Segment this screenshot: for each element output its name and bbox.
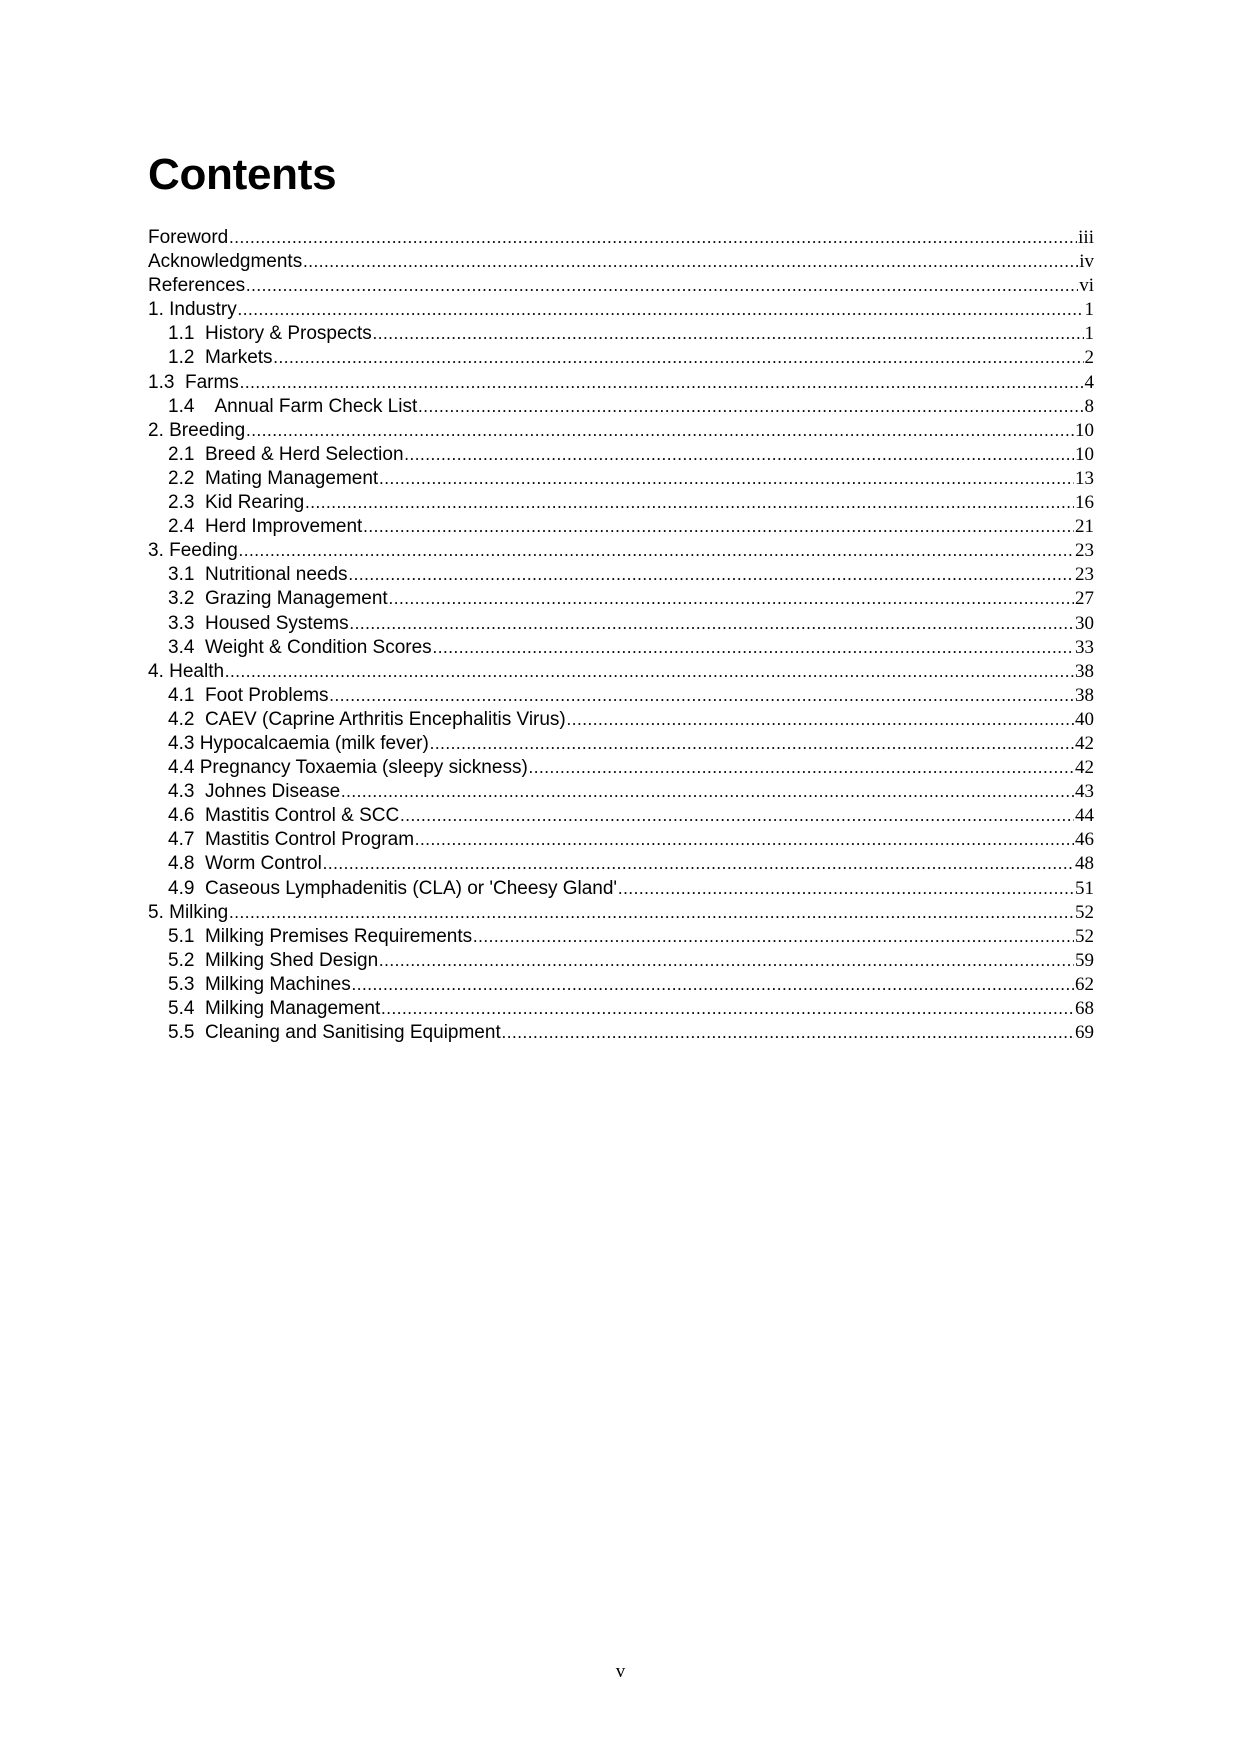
toc-entry-label: Acknowledgments [148, 251, 303, 273]
dot-leader [352, 973, 1074, 997]
toc-entry-label: 5.2 Milking Shed Design [168, 949, 379, 971]
dot-leader [341, 780, 1074, 804]
toc-entry-page-number: 52 [1075, 901, 1094, 923]
toc-entry[interactable] [148, 756, 1094, 780]
toc-entry[interactable] [148, 877, 1094, 901]
toc-entry-label: 4.9 Caseous Lymphadenitis (CLA) or 'Cheesy Gland' [168, 877, 618, 899]
toc-entry-page-number: 51 [1075, 877, 1094, 899]
toc-entry-label: 2.4 Herd Improvement [168, 516, 363, 538]
toc-entry-page-number: 4 [1084, 371, 1094, 393]
toc-entry[interactable] [148, 708, 1094, 732]
dot-leader [363, 515, 1074, 539]
dot-leader [330, 684, 1074, 708]
toc-entry-page-number: 23 [1075, 540, 1094, 562]
toc-entry-label: 4.8 Worm Control [168, 853, 322, 875]
dot-leader [379, 467, 1074, 491]
dot-leader [567, 708, 1074, 732]
toc-entry-label: 1.1 History & Prospects [168, 323, 372, 345]
toc-entry-page-number: 1 [1084, 299, 1094, 321]
toc-entry[interactable] [148, 587, 1094, 611]
toc-entry-page-number: 23 [1075, 564, 1094, 586]
toc-entry-label: 5.4 Milking Management [168, 998, 381, 1019]
dot-leader [274, 346, 1084, 370]
toc-entry[interactable] [148, 539, 1094, 563]
toc-entry-page-number: 30 [1075, 612, 1094, 634]
toc-entry[interactable] [148, 250, 1094, 274]
dot-leader [473, 925, 1074, 949]
dot-leader [303, 250, 1078, 274]
toc-entry[interactable] [148, 828, 1094, 852]
toc-entry[interactable] [148, 852, 1094, 876]
toc-entry-page-number: 68 [1075, 998, 1094, 1019]
toc-entry-label: 1.4 Annual Farm Check List [168, 395, 418, 417]
toc-entry[interactable] [148, 322, 1094, 346]
toc-entry[interactable] [148, 949, 1094, 973]
dot-leader [400, 804, 1074, 828]
toc-entry-label: Foreword [148, 227, 229, 248]
toc-entry-page-number: 59 [1075, 949, 1094, 971]
toc-entry-page-number: 1 [1084, 323, 1094, 345]
toc-entry-page-number: 16 [1075, 492, 1094, 514]
toc-entry[interactable] [148, 515, 1094, 539]
toc-entry-label: 5. Milking [148, 901, 229, 923]
toc-entry-label: 3.3 Housed Systems [168, 612, 349, 634]
dot-leader [229, 901, 1074, 925]
page-title: Contents [148, 150, 337, 199]
toc-entry[interactable] [148, 901, 1094, 925]
dot-leader [618, 877, 1074, 901]
toc-entry[interactable] [148, 973, 1094, 997]
dot-leader [373, 322, 1084, 346]
toc-entry-label: 4.3 Johnes Disease [168, 781, 341, 803]
dot-leader [350, 612, 1074, 636]
toc-entry-label: 2. Breeding [148, 419, 246, 441]
dot-leader [239, 539, 1074, 563]
toc-entry[interactable] [148, 684, 1094, 708]
toc-entry-page-number: 62 [1075, 973, 1094, 995]
dot-leader [238, 298, 1084, 322]
table-of-contents [148, 226, 1094, 1045]
toc-entry[interactable] [148, 780, 1094, 804]
toc-entry[interactable] [148, 226, 1094, 250]
toc-entry-label: 3.4 Weight & Condition Scores [168, 636, 432, 658]
dot-leader [349, 563, 1074, 587]
toc-entry-page-number: 8 [1084, 395, 1094, 417]
toc-entry-page-number: 38 [1075, 660, 1094, 682]
dot-leader [246, 274, 1078, 298]
toc-entry[interactable] [148, 636, 1094, 660]
toc-entry[interactable] [148, 804, 1094, 828]
toc-entry-page-number: 33 [1075, 636, 1094, 658]
toc-entry-label: 2.1 Breed & Herd Selection [168, 443, 404, 465]
toc-entry-page-number: iii [1078, 227, 1094, 248]
toc-entry-page-number: 40 [1075, 708, 1094, 730]
dot-leader [240, 371, 1084, 395]
toc-entry-page-number: 69 [1075, 1022, 1094, 1044]
toc-entry-label: References [148, 275, 246, 297]
toc-entry[interactable] [148, 371, 1094, 395]
toc-entry-label: 3.1 Nutritional needs [168, 564, 348, 586]
dot-leader [379, 949, 1074, 973]
toc-entry-label: 4.3 Hypocalcaemia (milk fever) [168, 732, 429, 754]
dot-leader [389, 587, 1074, 611]
toc-entry-label: 5.1 Milking Premises Requirements [168, 925, 473, 947]
toc-entry-label: 2.3 Kid Rearing [168, 492, 305, 514]
dot-leader [418, 395, 1083, 419]
toc-entry[interactable] [148, 1021, 1094, 1045]
toc-entry-page-number: 43 [1075, 781, 1094, 803]
dot-leader [229, 226, 1077, 250]
dot-leader [502, 1021, 1074, 1045]
toc-entry-page-number: 38 [1075, 684, 1094, 706]
toc-entry-label: 1.2 Markets [168, 347, 273, 369]
toc-entry-label: 5.3 Milking Machines [168, 973, 351, 995]
toc-entry-label: 2.2 Mating Management [168, 467, 379, 489]
dot-leader [529, 756, 1074, 780]
toc-entry-label: 4.7 Mastitis Control Program [168, 829, 415, 851]
page-number: v [615, 1661, 626, 1682]
toc-entry-label: 4.2 CAEV (Caprine Arthritis Encephalitis Virus) [168, 708, 566, 730]
toc-entry-page-number: 52 [1075, 925, 1094, 947]
dot-leader [433, 636, 1074, 660]
toc-entry[interactable] [148, 925, 1094, 949]
dot-leader [405, 443, 1074, 467]
dot-leader [246, 419, 1074, 443]
toc-entry-page-number: 46 [1075, 829, 1094, 851]
toc-entry[interactable] [148, 443, 1094, 467]
toc-entry-page-number: 27 [1075, 588, 1094, 610]
toc-entry[interactable] [148, 395, 1094, 419]
dot-leader [430, 732, 1074, 756]
toc-entry[interactable] [148, 563, 1094, 587]
toc-entry-label: 4. Health [148, 660, 225, 682]
toc-entry[interactable] [148, 660, 1094, 684]
toc-entry-label: 3.2 Grazing Management [168, 588, 388, 610]
dot-leader [323, 852, 1074, 876]
toc-entry[interactable] [148, 274, 1094, 298]
toc-entry[interactable] [148, 419, 1094, 443]
toc-entry-label: 5.5 Cleaning and Sanitising Equipment [168, 1022, 501, 1044]
toc-entry-page-number: iv [1079, 251, 1094, 273]
toc-entry-page-number: 13 [1075, 467, 1094, 489]
dot-leader [305, 491, 1074, 515]
toc-entry-label: 4.1 Foot Problems [168, 684, 329, 706]
toc-entry[interactable] [148, 346, 1094, 370]
toc-entry-page-number: 48 [1075, 853, 1094, 875]
dot-leader [415, 828, 1074, 852]
toc-entry[interactable] [148, 997, 1094, 1021]
toc-entry-page-number: 10 [1075, 443, 1094, 465]
toc-entry-label: 4.4 Pregnancy Toxaemia (sleepy sickness) [168, 757, 528, 779]
toc-entry-page-number: 42 [1075, 757, 1094, 779]
dot-leader [381, 997, 1074, 1021]
toc-entry-page-number: vi [1079, 275, 1094, 297]
dot-leader [225, 660, 1074, 684]
toc-entry-page-number: 44 [1075, 805, 1094, 827]
toc-entry-label: 1.3 Farms [148, 371, 239, 393]
toc-entry-page-number: 10 [1075, 419, 1094, 441]
toc-entry-label: 1. Industry [148, 299, 237, 321]
toc-entry-label: 4.6 Mastitis Control & SCC [168, 805, 400, 827]
toc-entry[interactable] [148, 732, 1094, 756]
toc-entry-page-number: 21 [1075, 516, 1094, 538]
toc-entry[interactable] [148, 612, 1094, 636]
toc-entry[interactable] [148, 298, 1094, 322]
toc-entry-label: 3. Feeding [148, 540, 238, 562]
toc-entry-page-number: 42 [1075, 732, 1094, 754]
toc-entry[interactable] [148, 467, 1094, 491]
toc-entry-page-number: 2 [1084, 347, 1094, 369]
toc-entry[interactable] [148, 491, 1094, 515]
